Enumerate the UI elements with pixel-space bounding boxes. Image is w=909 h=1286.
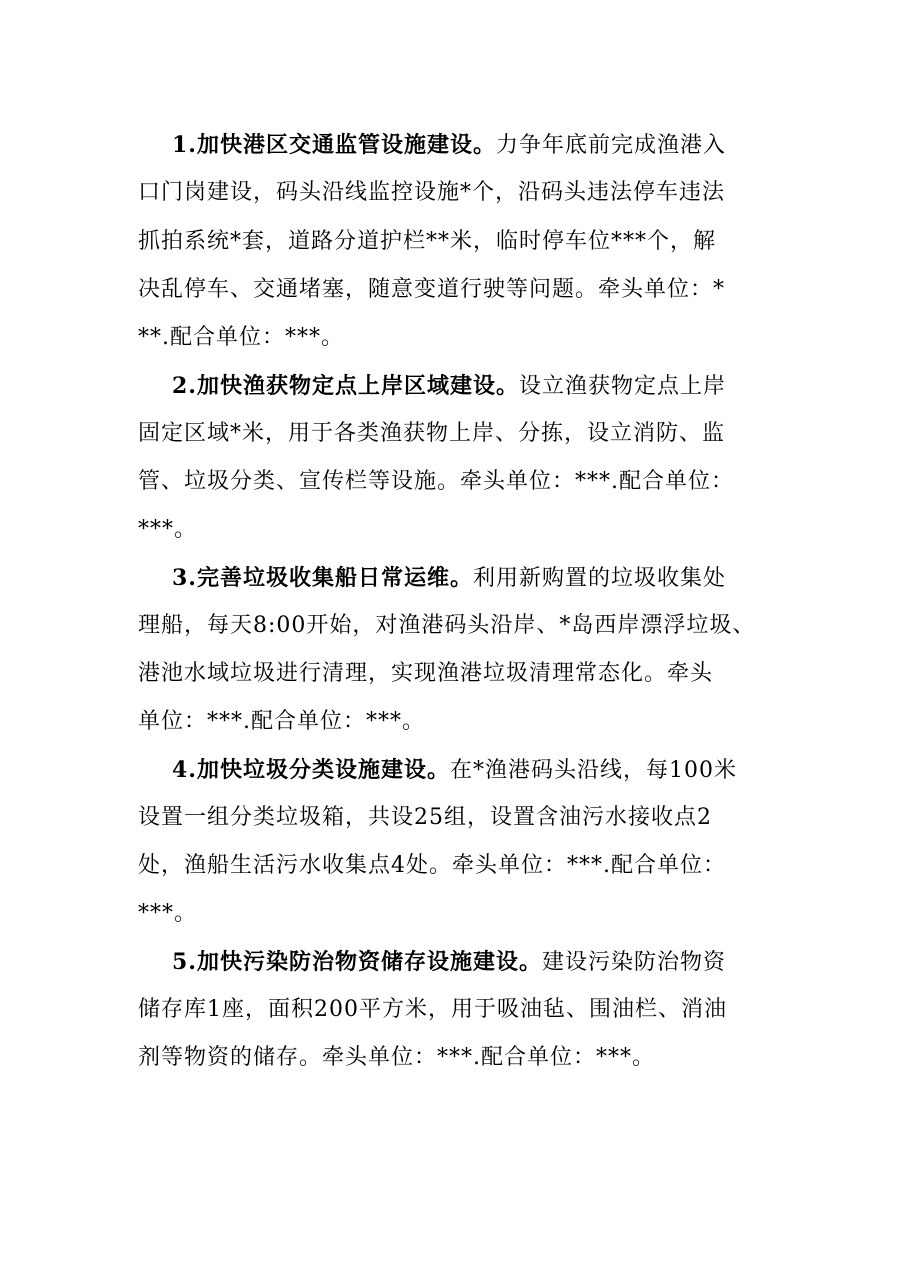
item-3-line-1	[172, 563, 726, 593]
item-2-line-4: ***。	[138, 517, 198, 542]
item-4-line-1	[172, 755, 737, 785]
item-4-heading: 4.加快垃圾分类设施建设。	[172, 757, 450, 783]
item-2-line-1	[172, 371, 726, 401]
item-1-line-2: 口门岗建设，码头沿线监控设施*个，沿码头违法停车违法	[138, 180, 726, 205]
item-5-line-1	[172, 947, 726, 977]
item-2-line-3: 管、垃圾分类、宣传栏等设施。牵头单位：***.配合单位：	[138, 469, 734, 494]
item-2-text: 设立渔获物定点上岸	[518, 374, 726, 399]
item-2-line-2: 固定区域*米，用于各类渔获物上岸、分拣，设立消防、监	[138, 421, 726, 446]
item-1-line-5: **.配合单位：***。	[138, 325, 344, 350]
item-1-text: 力争年底前完成渔港入	[495, 133, 726, 158]
item-4-line-2: 设置一组分类垃圾箱，共设25组，设置含油污水接收点2	[138, 805, 712, 830]
item-1-line-4: 决乱停车、交通堵塞，随意变道行驶等问题。牵头单位：*	[138, 277, 726, 302]
item-5-text: 建设污染防治物资	[541, 950, 726, 975]
item-4-text: 在*渔港码头沿线，每100米	[449, 758, 737, 783]
item-3-line-4: 单位：***.配合单位：***。	[138, 709, 425, 734]
item-1-line-3: 抓拍系统*套，道路分道护栏**米，临时停车位***个，解	[138, 229, 717, 254]
item-3-line-3: 港池水域垃圾进行清理，实现渔港垃圾清理常态化。牵头	[138, 661, 714, 686]
item-2-heading: 2.加快渔获物定点上岸区域建设。	[172, 373, 519, 399]
item-4-line-4: ***。	[138, 901, 198, 926]
item-1-line-1	[172, 130, 726, 160]
item-3-text: 利用新购置的垃圾收集处	[472, 566, 726, 591]
item-4-line-3: 处，渔船生活污水收集点4处。牵头单位：***.配合单位：	[138, 853, 726, 878]
item-5-line-3: 剂等物资的储存。牵头单位：***.配合单位：***。	[138, 1045, 655, 1070]
item-5-line-2: 储存库1座，面积200平方米，用于吸油毡、围油栏、消油	[138, 997, 727, 1022]
item-3-heading: 3.完善垃圾收集船日常运维。	[172, 565, 473, 591]
item-1-heading: 1.加快港区交通监管设施建设。	[172, 132, 496, 158]
item-3-line-2: 理船，每天8:00开始，对渔港码头沿岸、*岛西岸漂浮垃圾、	[138, 613, 756, 638]
item-5-heading: 5.加快污染防治物资储存设施建设。	[172, 949, 542, 975]
